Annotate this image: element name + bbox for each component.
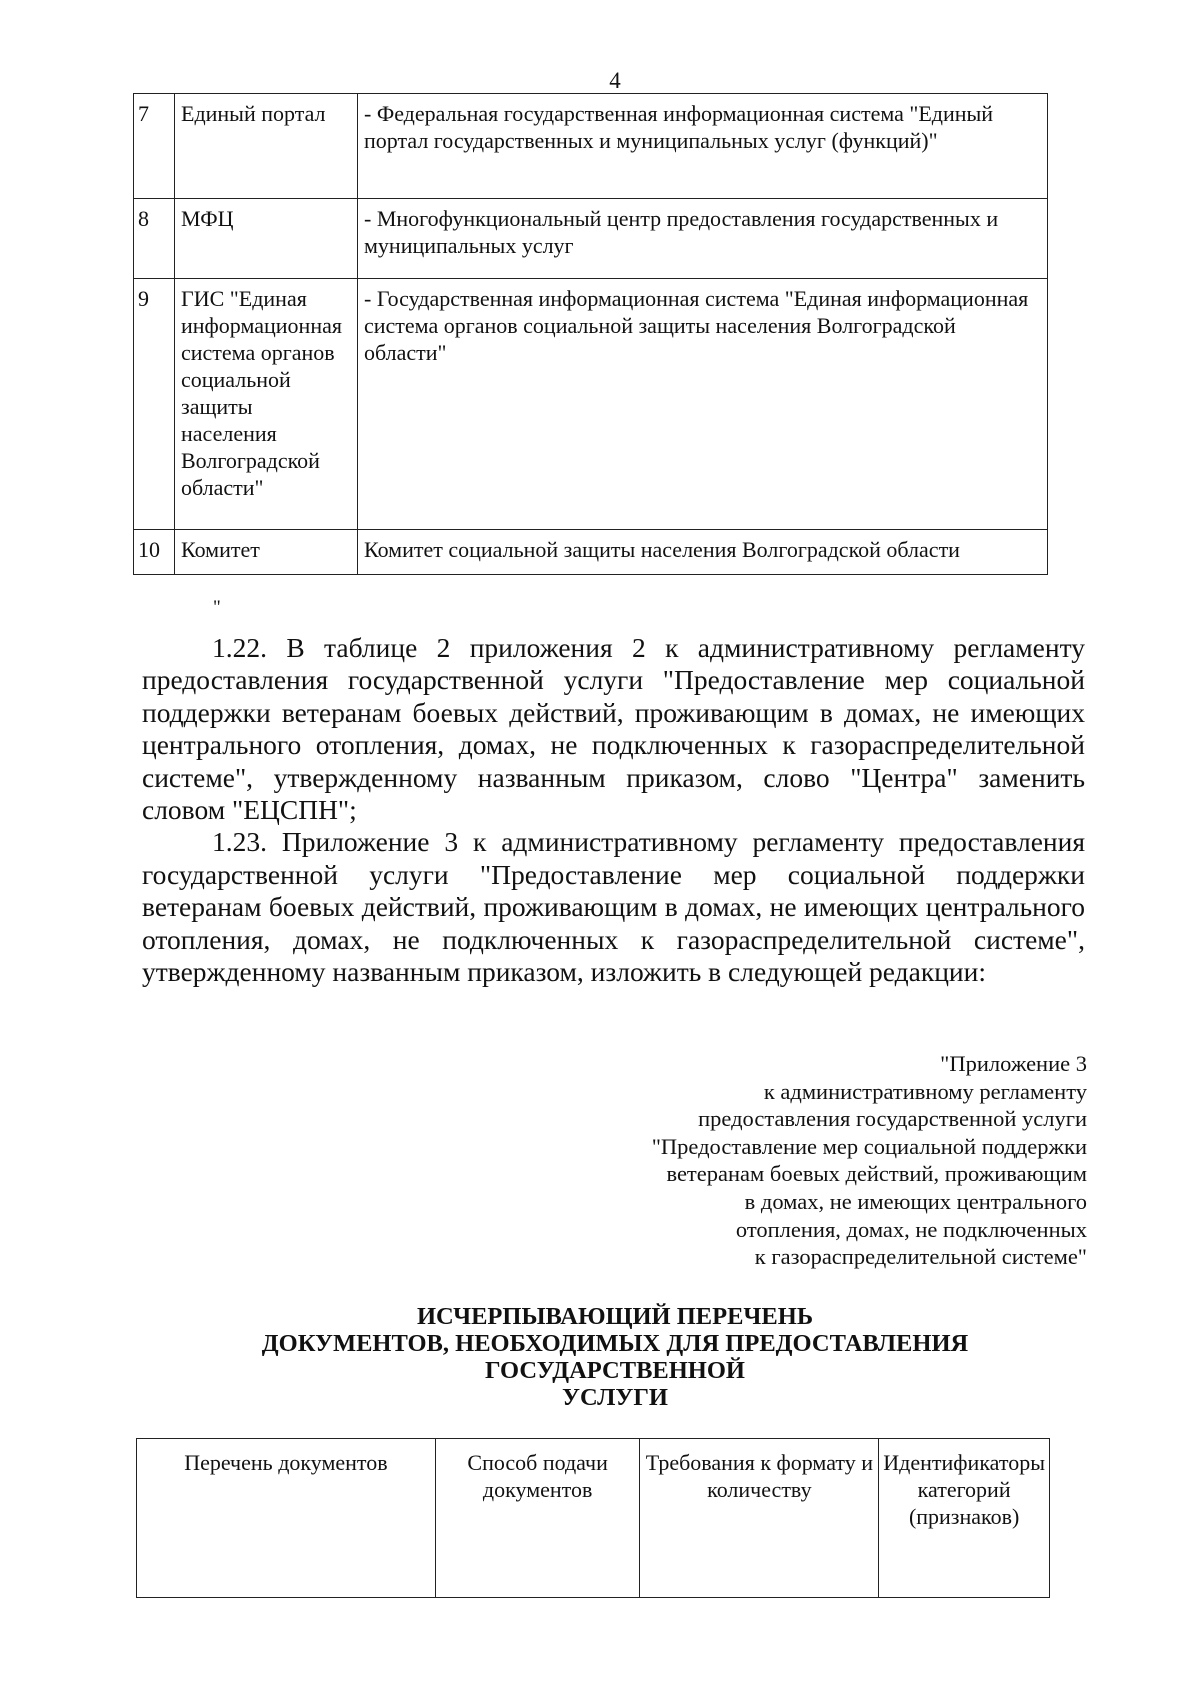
column-header: Идентификаторы категорий (признаков) <box>879 1439 1050 1598</box>
column-header: Перечень документов <box>137 1439 436 1598</box>
title-line: ГОСУДАРСТВЕННОЙ <box>485 1357 745 1384</box>
column-header: Требования к формату и количеству <box>640 1439 879 1598</box>
paragraph-1-22: 1.22. В таблице 2 приложения 2 к административному регламенту предоставления государственной услуги "Предоставление мер социальной поддержки ветеранам боевых действий, проживающим в домах, не имеющих центрального отопления, домах, не подключенных к газораспределительной системе", утвержденному названным приказом, слово "Центра" заменить словом "ЕЦСПН"; <box>142 632 1085 826</box>
annex-line: "Предоставление мер социальной поддержки <box>651 1133 1087 1159</box>
annex-line: "Приложение 3 <box>940 1051 1087 1076</box>
row-definition: - Многофункциональный центр предоставления государственных и муниципальных услуг <box>358 199 1048 279</box>
row-term: ГИС "Единая информационная система органов социальной защиты населения Волгоградской области" <box>175 279 358 530</box>
annex-line: предоставления государственной услуги <box>698 1106 1087 1132</box>
row-number: 8 <box>134 199 175 279</box>
closing-quote: " <box>213 597 221 618</box>
title-line: УСЛУГИ <box>562 1384 668 1411</box>
table-header-row <box>137 1439 1050 1598</box>
row-term: Единый портал <box>175 94 358 199</box>
annex-line: отопления, домах, не подключенных <box>735 1216 1087 1242</box>
row-definition: - Государственная информационная система "Единая информационная система органов социальной защиты населения Волгоградской области" <box>358 279 1048 530</box>
body-text <box>142 632 1085 988</box>
table-row <box>134 94 1048 199</box>
table-row <box>134 199 1048 279</box>
annex-line: к административному регламенту <box>763 1078 1087 1104</box>
row-number: 9 <box>134 279 175 530</box>
page-number: 4 <box>609 68 621 93</box>
table-row <box>134 279 1048 530</box>
row-term: МФЦ <box>175 199 358 279</box>
title-line: ИСЧЕРПЫВАЮЩИЙ ПЕРЕЧЕНЬ <box>416 1303 814 1330</box>
row-definition: Комитет социальной защиты населения Волгоградской области <box>358 530 1048 575</box>
row-definition: - Федеральная государственная информационная система "Единый портал государственных и муниципальных услуг (функций)" <box>358 94 1048 199</box>
annex-line: ветеранам боевых действий, проживающим <box>666 1161 1087 1187</box>
table-row <box>134 530 1048 575</box>
paragraph-1-23: 1.23. Приложение 3 к административному регламенту предоставления государственной услуги "Предоставление мер социальной поддержки ветеранам боевых действий, проживающим в домах, не имеющих центрального отопления, домах, не подключенных к газораспределительной системе", утвержденному названным приказом, изложить в следующей редакции: <box>142 826 1085 988</box>
column-header: Способ подачи документов <box>435 1439 640 1598</box>
title-line: ДОКУМЕНТОВ, НЕОБХОДИМЫХ ДЛЯ ПРЕДОСТАВЛЕНИЯ <box>261 1330 969 1357</box>
annex-line: к газораспределительной системе" <box>754 1244 1087 1270</box>
annex-line: в домах, не имеющих центрального <box>744 1188 1087 1214</box>
annex-header <box>447 1050 1087 1271</box>
definitions-table <box>133 93 1048 575</box>
row-number: 10 <box>134 530 175 575</box>
document-title <box>0 1303 1200 1411</box>
row-term: Комитет <box>175 530 358 575</box>
row-number: 7 <box>134 94 175 199</box>
documents-table <box>136 1438 1050 1598</box>
